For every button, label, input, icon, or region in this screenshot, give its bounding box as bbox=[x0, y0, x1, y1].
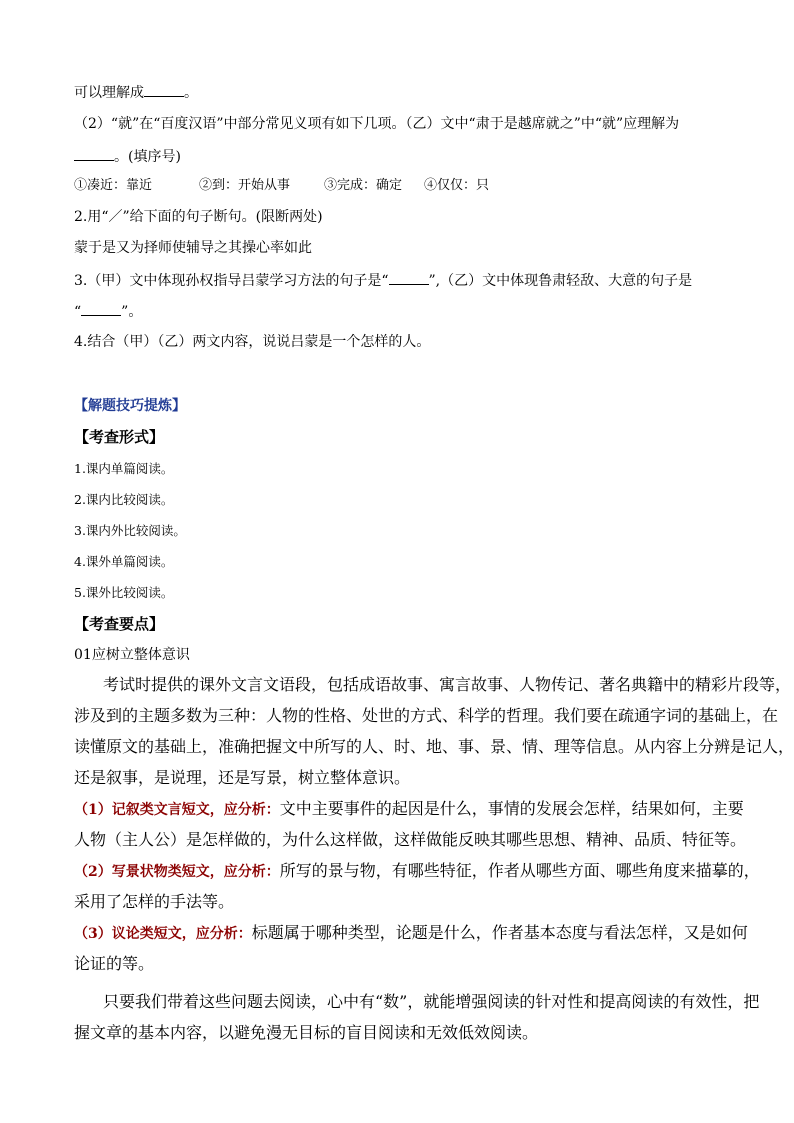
analysis-item-3-line2: 论证的等。 bbox=[74, 954, 155, 973]
paragraph-line: 读懂原文的基础上，准确把握文中所写的人、时、地、事、景、情、理等信息。从内容上分辨是记人， bbox=[74, 737, 794, 756]
analysis-label: （3）议论类短文，应分析： bbox=[74, 926, 252, 942]
question-3-line2: “ ”。 bbox=[74, 301, 142, 322]
answer-blank bbox=[389, 270, 429, 285]
question-2-sentence: 蒙于是又为择师使辅导之其操心率如此 bbox=[74, 240, 312, 256]
section-forms-heading: 【考查形式】 bbox=[74, 428, 165, 446]
option-2: ②到：开始从事 bbox=[199, 178, 291, 193]
paragraph-line: 握文章的基本内容，以避免漫无目标的盲目阅读和无效低效阅读。 bbox=[74, 1023, 539, 1042]
paragraph-line: 考试时提供的课外文言文语段，包括成语故事、寓言故事、人物传记、著名典籍中的精彩片段等， bbox=[103, 675, 792, 694]
option-3: ③完成：确定 bbox=[324, 178, 403, 193]
form-item: 1.课内单篇阅读。 bbox=[74, 461, 174, 476]
paragraph-line: 涉及到的主题多数为三种：人物的性格、处世的方式、科学的哲理。我们要在疏通字词的基础上，在 bbox=[74, 706, 779, 725]
question-2-title: 2.用“／”给下面的句子断句。(限断两处) bbox=[74, 209, 323, 225]
analysis-item-3-line1: （3）议论类短文，应分析：标题属于哪种类型，论题是什么，作者基本态度与看法怎样，又是如何 bbox=[74, 923, 748, 942]
answer-blank bbox=[144, 82, 184, 97]
analysis-item-1-line2: 人物（主人公）是怎样做的，为什么这样做，这样做能反映其哪些思想、精神、品质、特征等。 bbox=[74, 830, 747, 849]
question-1-2-line1: （2）“就”在“百度汉语”中部分常见义项有如下几项。（乙）文中“肃于是越席就之”中“就”应理解为 bbox=[74, 116, 680, 132]
answer-blank bbox=[74, 146, 114, 161]
question-4: 4.结合（甲）（乙）两文内容，说说吕蒙是一个怎样的人。 bbox=[74, 334, 431, 350]
analysis-item-2-line2: 采用了怎样的手法等。 bbox=[74, 892, 235, 911]
q1-text: 可以理解成 bbox=[74, 85, 144, 101]
section-tips-heading: 【解题技巧提炼】 bbox=[74, 398, 186, 414]
form-item: 5.课外比较阅读。 bbox=[74, 585, 174, 600]
option-1: ①凑近：靠近 bbox=[74, 178, 153, 193]
question-1-tail: 可以理解成 。 bbox=[74, 82, 198, 103]
point-01-title: 01应树立整体意识 bbox=[74, 647, 190, 663]
analysis-item-2-line1: （2）写景状物类短文，应分析：所写的景与物，有哪些特征，作者从哪些方面、哪些角度来描摹的， bbox=[74, 861, 760, 880]
answer-blank bbox=[81, 301, 121, 316]
question-1-2-line2: 。(填序号) bbox=[74, 146, 181, 167]
section-points-heading: 【考查要点】 bbox=[74, 615, 165, 633]
question-3-line1: 3.（甲）文中体现孙权指导吕蒙学习方法的句子是“ ”,（乙）文中体现鲁肃轻敌、大意的句子是 bbox=[74, 270, 692, 291]
paragraph-line: 只要我们带着这些问题去阅读，心中有“数”，就能增强阅读的针对性和提高阅读的有效性，把 bbox=[103, 992, 760, 1011]
form-item: 2.课内比较阅读。 bbox=[74, 492, 174, 507]
analysis-label: （1）记叙类文言短文，应分析： bbox=[74, 802, 280, 818]
analysis-label: （2）写景状物类短文，应分析： bbox=[74, 864, 280, 880]
paragraph-line: 还是叙事，是说理，还是写景，树立整体意识。 bbox=[74, 768, 411, 787]
form-item: 4.课外单篇阅读。 bbox=[74, 554, 174, 569]
form-item: 3.课内外比较阅读。 bbox=[74, 523, 186, 538]
analysis-item-1-line1: （1）记叙类文言短文，应分析：文中主要事件的起因是什么，事情的发展会怎样，结果如何，主要 bbox=[74, 799, 744, 818]
option-4: ④仅仅：只 bbox=[424, 178, 490, 193]
